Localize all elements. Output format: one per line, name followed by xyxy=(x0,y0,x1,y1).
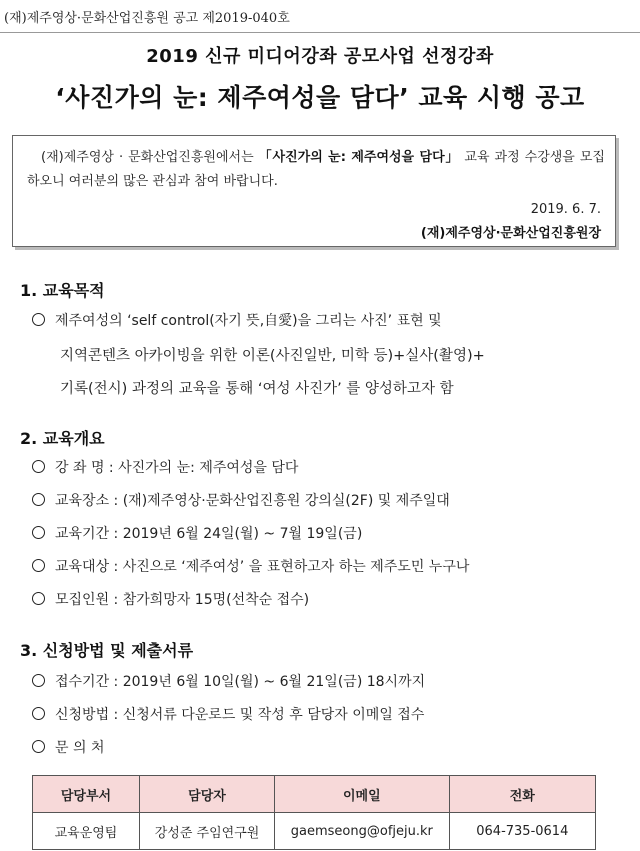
header-contact-person: 담당자 xyxy=(139,776,274,813)
circle-bullet-icon xyxy=(32,526,45,539)
header-department: 담당부서 xyxy=(33,776,140,813)
issuing-organization: (재)제주영상·문화산업진흥원장 xyxy=(420,226,601,241)
course-location: 교육장소 : (재)제주영상·문화산업진흥원 강의실(2F) 및 제주일대 xyxy=(55,493,450,509)
section-2-item xyxy=(32,590,309,610)
section-1-line-3: 기록(전시) 과정의 교육을 통해 ‘여성 사진가’ 를 양성하고자 함 xyxy=(60,381,454,397)
circle-bullet-icon xyxy=(32,740,45,753)
section-2-item xyxy=(32,491,450,511)
section-2-item xyxy=(32,557,469,577)
section-2-item xyxy=(32,524,362,544)
section-2-item xyxy=(32,458,298,478)
circle-bullet-icon xyxy=(32,460,45,473)
course-name: 강 좌 명 : 사진가의 눈: 제주여성을 담다 xyxy=(55,460,299,476)
intro-emphasis: 「사진가의 눈: 제주여성을 담다」 xyxy=(258,150,460,165)
section-3-item xyxy=(32,738,104,758)
title-line-1: 2019 신규 미디어강좌 공모사업 선정강좌 xyxy=(146,46,494,67)
circle-bullet-icon xyxy=(32,559,45,572)
contact-table xyxy=(32,775,596,850)
intro-text-after: 교육 과정 수강생을 모집하오니 여러분의 많은 관심과 참여 바랍니다. xyxy=(27,150,605,189)
intro-text-before: (재)제주영상 · 문화산업진흥원에서는 xyxy=(41,150,259,165)
cell-email[interactable]: gaemseong@ofjeju.kr xyxy=(275,813,450,850)
section-1-item xyxy=(32,311,442,331)
circle-bullet-icon xyxy=(32,674,45,687)
course-capacity: 모집인원 : 참가희망자 15명(선착순 접수) xyxy=(55,592,310,608)
header-phone: 전화 xyxy=(449,776,595,813)
title-line-2: ‘사진가의 눈: 제주여성을 담다’ 교육 시행 공고 xyxy=(55,83,585,112)
notice-number: (재)제주영상·문화산업진흥원 공고 제2019-040호 xyxy=(4,11,290,26)
intro-box xyxy=(12,135,616,247)
cell-phone: 064-735-0614 xyxy=(449,813,595,850)
intro-text xyxy=(27,146,605,194)
course-target: 교육대상 : 사진으로 ‘제주여성’ 을 표현하고자 하는 제주도민 누구나 xyxy=(55,559,470,575)
header-divider xyxy=(0,32,640,33)
section-1-line-2: 지역콘텐츠 아카이빙을 위한 이론(사진일반, 미학 등)+실사(촬영)+ xyxy=(60,348,485,364)
cell-department: 교육운영팀 xyxy=(33,813,140,850)
application-period: 접수기간 : 2019년 6월 10일(월) ~ 6월 21일(금) 18시까지 xyxy=(55,674,426,690)
header-email: 이메일 xyxy=(275,776,450,813)
cell-contact-person: 강성준 주임연구원 xyxy=(139,813,274,850)
circle-bullet-icon xyxy=(32,592,45,605)
section-3-item xyxy=(32,705,424,725)
section-3-heading: 3. 신청방법 및 제출서류 xyxy=(20,641,194,660)
section-1-line-1: 제주여성의 ‘self control(자기 뜻,自愛)을 그리는 사진’ 표현 및 xyxy=(55,313,442,329)
circle-bullet-icon xyxy=(32,313,45,326)
table-header-row xyxy=(33,776,596,813)
table-row xyxy=(33,813,596,850)
announcement-date: 2019. 6. 7. xyxy=(530,202,601,217)
section-3-item xyxy=(32,672,425,692)
application-method: 신청방법 : 신청서류 다운로드 및 작성 후 담당자 이메일 접수 xyxy=(55,707,425,723)
section-1-heading: 1. 교육목적 xyxy=(20,281,105,300)
course-period: 교육기간 : 2019년 6월 24일(월) ~ 7월 19일(금) xyxy=(55,526,363,542)
inquiry-label: 문 의 처 xyxy=(55,740,105,756)
circle-bullet-icon xyxy=(32,707,45,720)
circle-bullet-icon xyxy=(32,493,45,506)
section-2-heading: 2. 교육개요 xyxy=(20,429,105,448)
